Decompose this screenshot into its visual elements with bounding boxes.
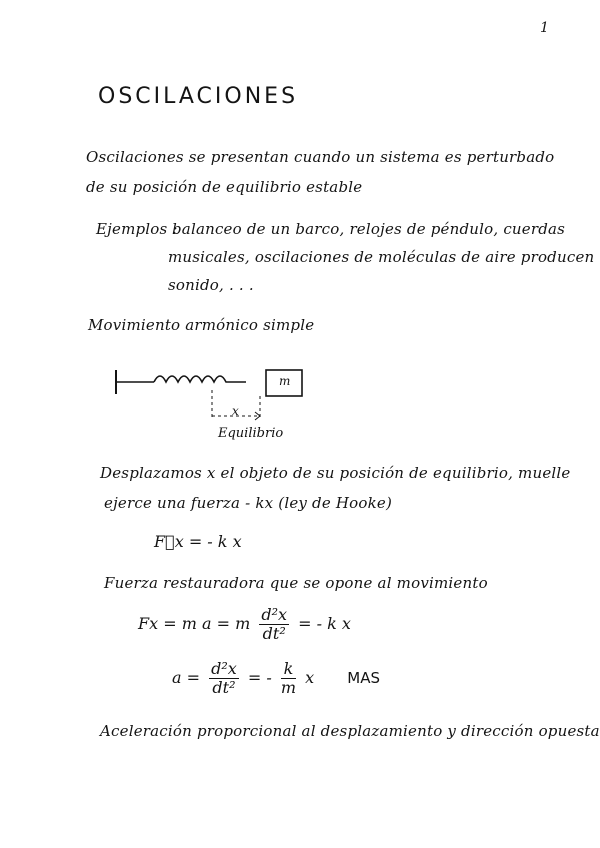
- k-over-m-fraction: [281, 660, 296, 697]
- restoring-force-text: Fuerza restauradora que se opone al movimiento: [104, 574, 488, 592]
- displacement-line-2: ejerce una fuerza - kx (ley de Hooke): [104, 494, 393, 512]
- force-equation: F⃗x = - k x: [154, 532, 242, 551]
- newton-equation: [138, 606, 351, 643]
- newton-rhs: = - k x: [298, 614, 351, 633]
- section-heading: Movimiento armónico simple: [88, 316, 315, 334]
- spring-mass-diagram: [110, 360, 310, 426]
- m-denominator: m: [280, 678, 297, 697]
- page-title: OSCILACIONES: [98, 84, 299, 109]
- accel-rhs: x: [305, 668, 315, 687]
- conclusion-text: Aceleración proporcional al desplazamiento y dirección opuesta: [100, 722, 600, 740]
- newton-lhs: Fx = m a = m: [138, 614, 251, 633]
- k-numerator: k: [281, 660, 296, 679]
- examples-line-3: sonido, . . .: [168, 276, 254, 294]
- fraction-numerator: d²x: [261, 605, 288, 624]
- accel-denominator: dt²: [212, 678, 236, 697]
- second-derivative-fraction: [259, 606, 289, 643]
- spring-coil: [154, 376, 246, 382]
- intro-line-2: de su posición de equilibrio estable: [86, 178, 363, 196]
- intro-line-1: Oscilaciones se presentan cuando un sistema es perturbado: [86, 148, 555, 166]
- equilibrium-label: Equilibrio: [218, 426, 284, 441]
- mas-tag: MAS: [347, 669, 381, 687]
- accel-numerator: d²x: [211, 659, 237, 678]
- fraction-denominator: dt²: [262, 624, 286, 643]
- examples-line-2: musicales, oscilaciones de moléculas de aire producen: [168, 248, 595, 266]
- accel-lhs: a =: [172, 668, 201, 687]
- examples-label: Ejemplos :: [96, 220, 178, 238]
- page-number: 1: [540, 20, 550, 36]
- accel-mid: = -: [247, 668, 272, 687]
- mass-label: m: [279, 374, 291, 388]
- accel-derivative-fraction: [209, 660, 239, 697]
- displacement-x-label: x: [232, 404, 239, 418]
- examples-line-1: balanceo de un barco, relojes de péndulo, cuerdas: [172, 220, 566, 238]
- acceleration-equation: [172, 660, 380, 697]
- displacement-line-1: Desplazamos x el objeto de su posición de equilibrio, muelle: [100, 464, 571, 482]
